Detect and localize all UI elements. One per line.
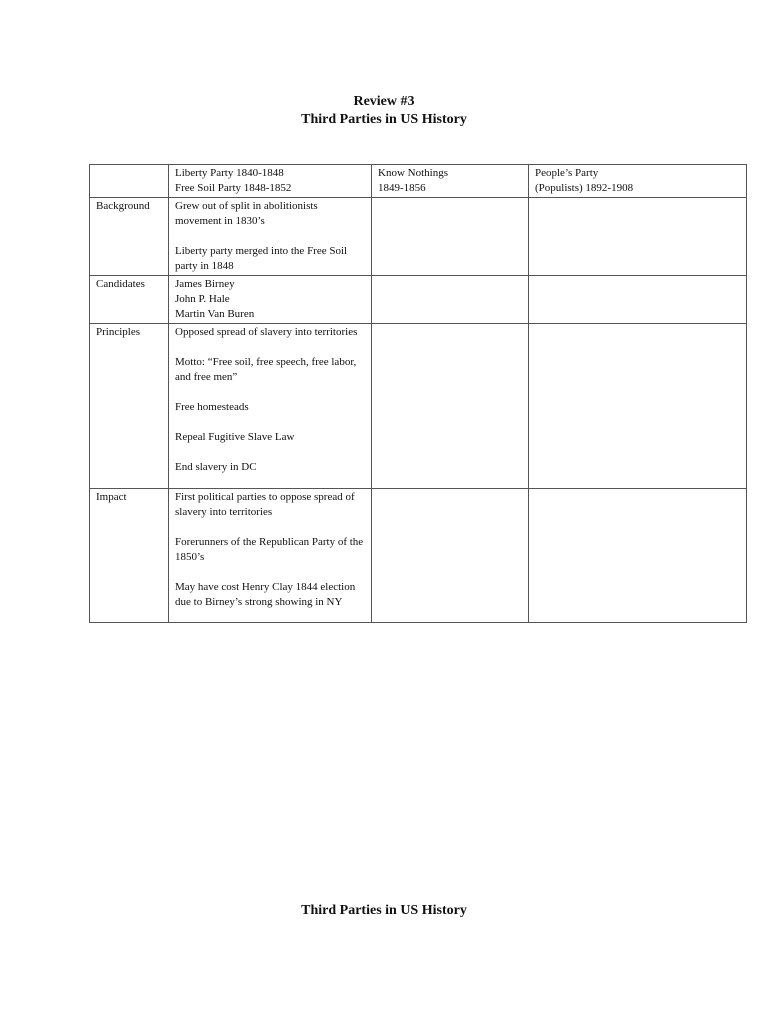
cell-know-nothings-impact	[372, 489, 529, 623]
header-cell-know-nothings	[372, 165, 529, 198]
row-label: Principles	[90, 324, 169, 489]
cell-paragraph: First political parties to oppose spread of slavery into territories	[175, 491, 355, 518]
header-line: People’s Party	[535, 167, 599, 179]
cell-know-nothings-candidates	[372, 276, 529, 324]
row-label: Candidates	[90, 276, 169, 324]
cell-liberty-background	[169, 198, 372, 276]
candidate-name: James Birney	[175, 278, 235, 290]
header-line: (Populists) 1892-1908	[535, 182, 634, 194]
cell-know-nothings-background	[372, 198, 529, 276]
table-header-row	[90, 165, 747, 198]
cell-peoples-candidates	[529, 276, 747, 324]
header-cell-empty	[90, 165, 169, 198]
cell-paragraph: Repeal Fugitive Slave Law	[175, 431, 295, 443]
table-row-principles	[90, 324, 747, 489]
table-row-candidates	[90, 276, 747, 324]
cell-paragraph: Opposed spread of slavery into territories	[175, 326, 358, 338]
row-label: Impact	[90, 489, 169, 623]
cell-paragraph: Motto: “Free soil, free speech, free labor, and free men”	[175, 356, 357, 383]
page-bottom-title: Third Parties in US History	[301, 903, 467, 918]
document-title: Review #3	[353, 94, 415, 109]
document-header	[0, 93, 768, 129]
header-line: Liberty Party 1840-1848	[175, 167, 284, 179]
header-line: Know Nothings	[378, 167, 448, 179]
cell-know-nothings-principles	[372, 324, 529, 489]
cell-paragraph: Free homesteads	[175, 401, 249, 413]
cell-liberty-candidates	[169, 276, 372, 324]
cell-peoples-principles	[529, 324, 747, 489]
cell-paragraph: Grew out of split in abolitionists movement in 1830’s	[175, 200, 318, 227]
candidate-name: Martin Van Buren	[175, 308, 255, 320]
cell-paragraph: May have cost Henry Clay 1844 election due to Birney’s strong showing in NY	[175, 581, 356, 608]
cell-liberty-impact	[169, 489, 372, 623]
cell-paragraph: Forerunners of the Republican Party of the 1850’s	[175, 536, 364, 563]
table-row-background	[90, 198, 747, 276]
header-line: Free Soil Party 1848-1852	[175, 182, 292, 194]
cell-paragraph: End slavery in DC	[175, 461, 257, 473]
cell-peoples-background	[529, 198, 747, 276]
candidate-name: John P. Hale	[175, 293, 230, 305]
table-row-impact	[90, 489, 747, 623]
third-parties-table	[89, 164, 747, 623]
header-line: 1849-1856	[378, 182, 426, 194]
row-label: Background	[90, 198, 169, 276]
header-cell-peoples-party	[529, 165, 747, 198]
cell-peoples-impact	[529, 489, 747, 623]
cell-paragraph: Liberty party merged into the Free Soil party in 1848	[175, 245, 348, 272]
document-subtitle: Third Parties in US History	[301, 112, 467, 127]
header-cell-liberty-party	[169, 165, 372, 198]
cell-liberty-principles	[169, 324, 372, 489]
